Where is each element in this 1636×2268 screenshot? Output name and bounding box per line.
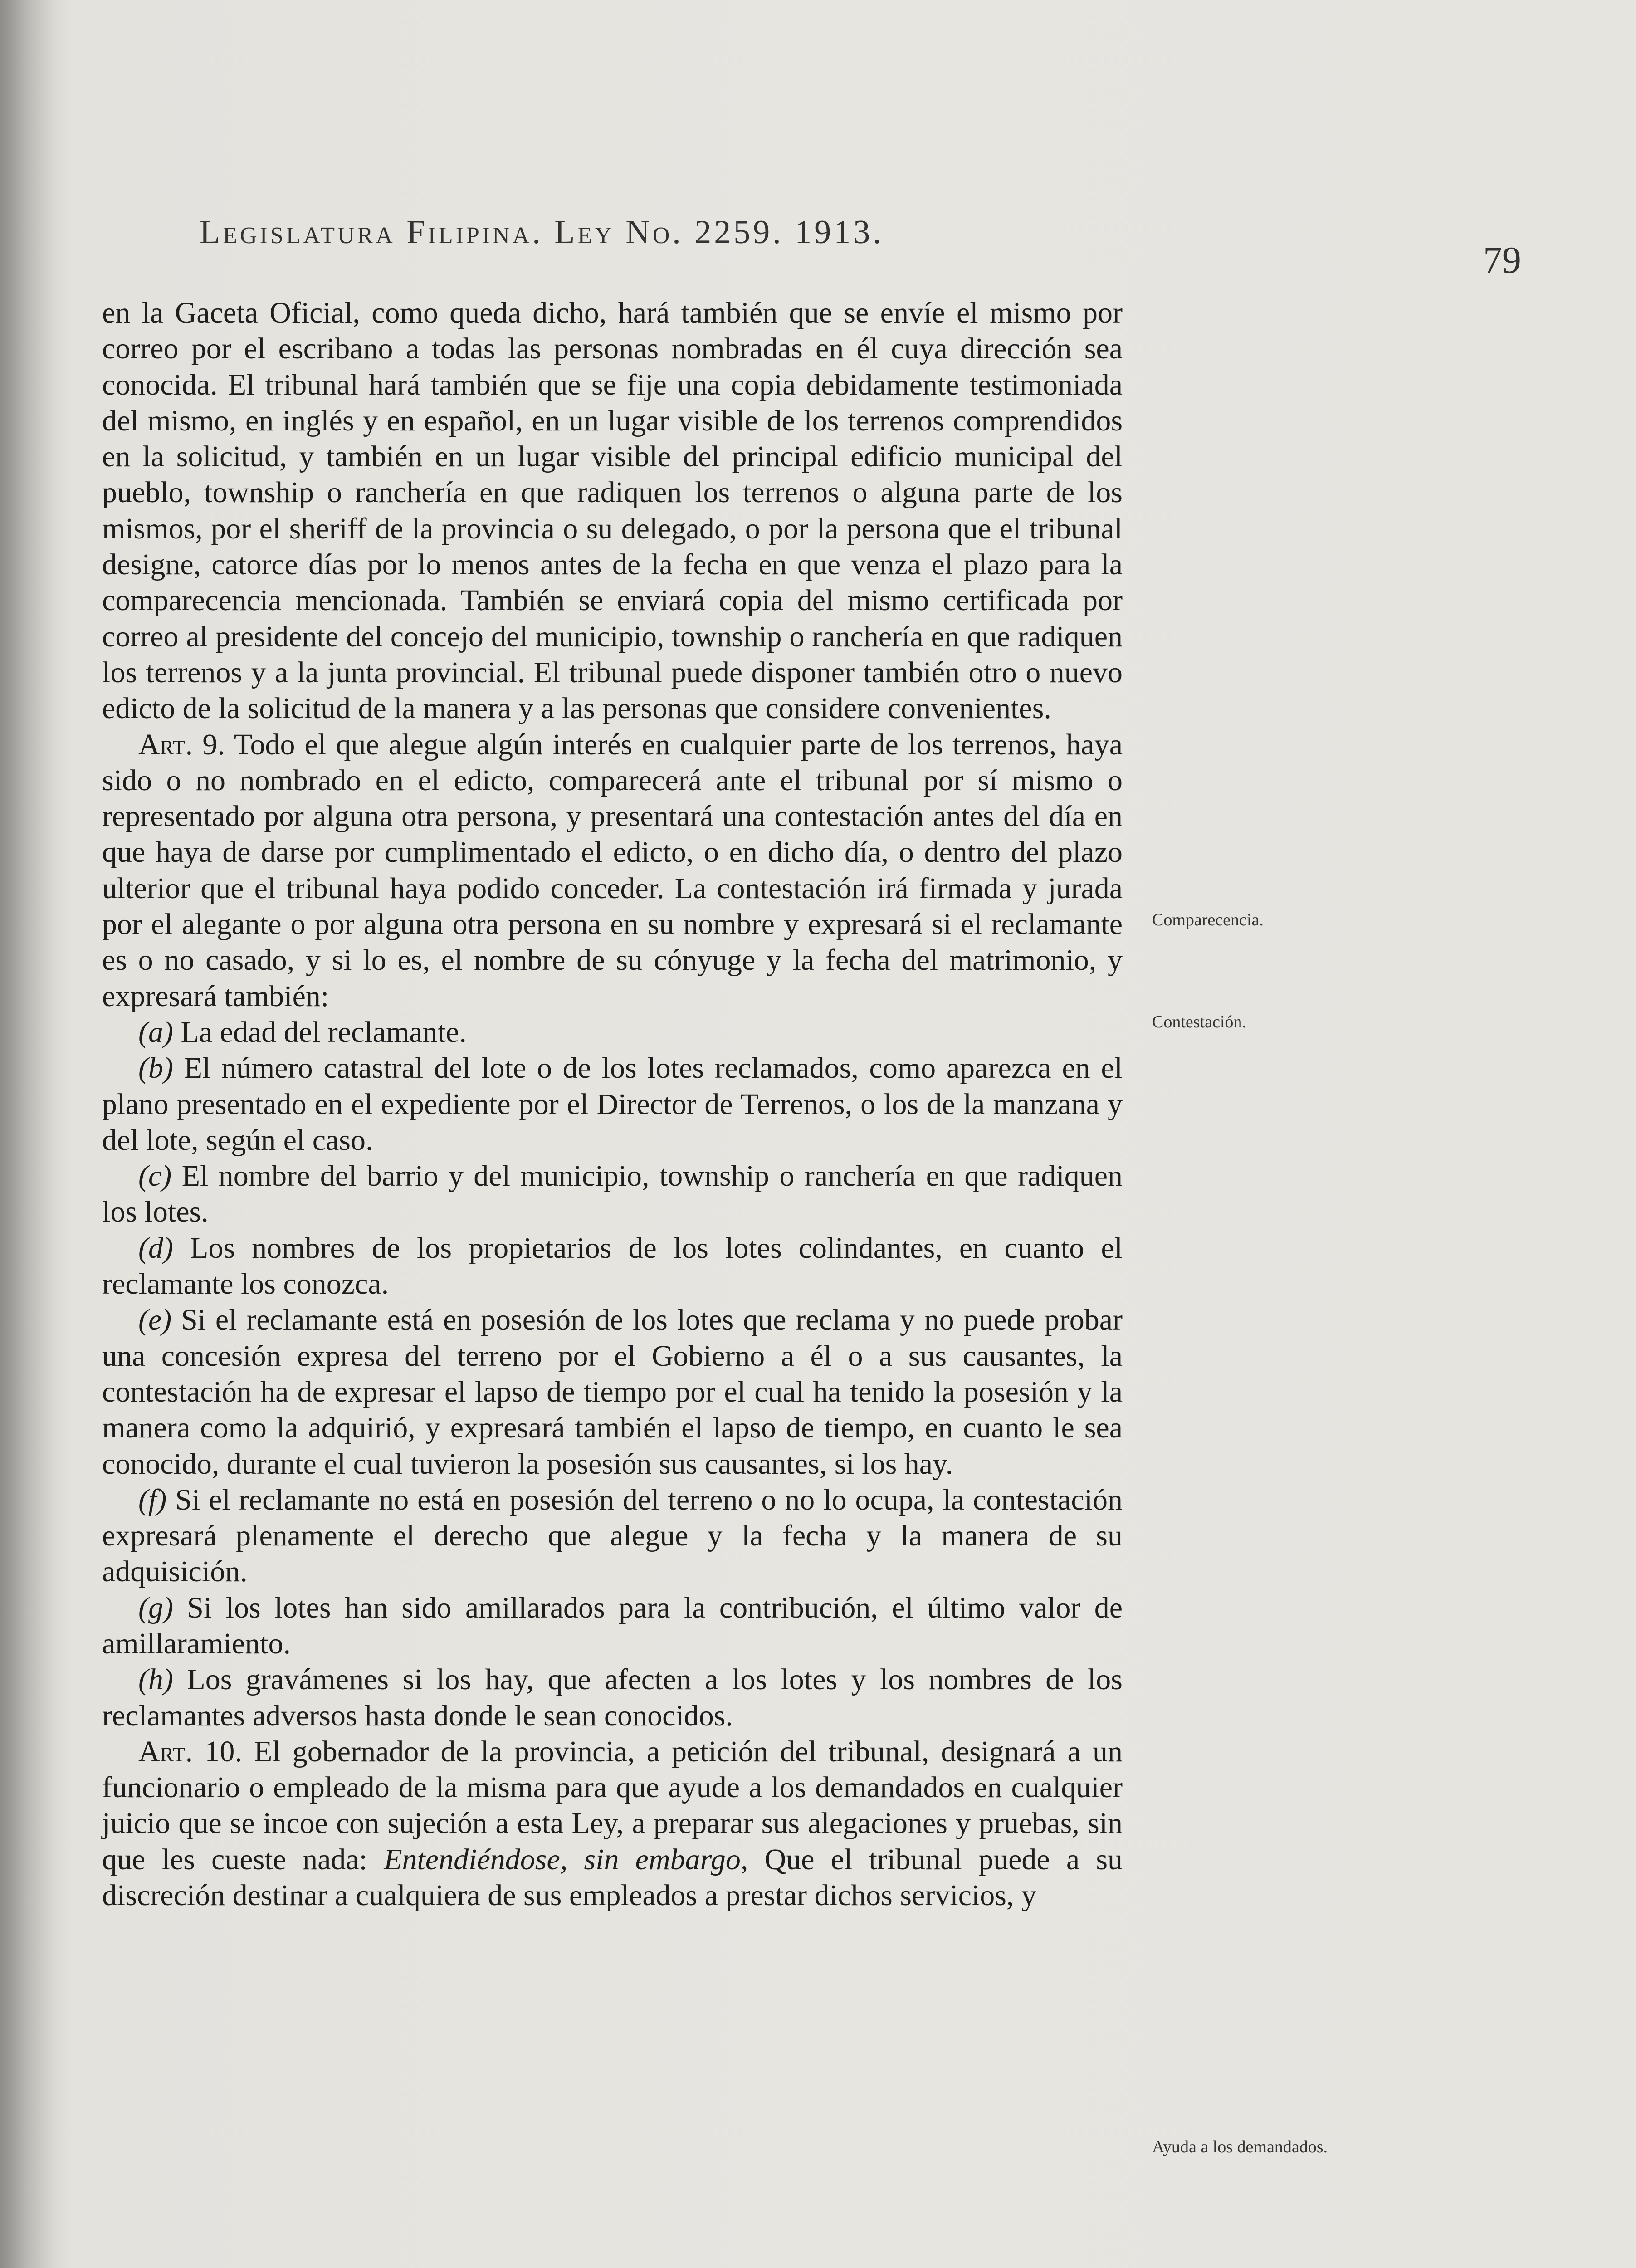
clause-text: Si el reclamante está en posesión de los lotes que reclama y no puede probar una concesión expresa del terreno por el Gobierno a él o a sus causantes, la contestación ha de expresar el lapso de tiempo por el cual ha tenido la posesión y la manera como la adquirió, y expresará también el lapso de tiempo, en cuanto le sea conocido, durante el cual tuvieron la posesión sus causantes, si los hay. bbox=[102, 1303, 1123, 1481]
paragraph-continued: en la Gaceta Oficial, como queda dicho, hará también que se envíe el mismo por correo por el escribano a todas las personas nombradas en él cuya dirección sea conocida. El tribunal hará también que se fije una copia debidamente testimoniada del mismo, en inglés y en español, en un lugar visible de los terrenos comprendidos en la solicitud, y también en un lugar visible del principal edificio municipal del pueblo, township o ranchería en que radiquen los terrenos o alguna parte de los mismos, por el sheriff de la provincia o su delegado, o por la persona que el tribunal designe, catorce días por lo menos antes de la fecha en que venza el plazo para la comparecencia mencionada. También se enviará copia del mismo certificada por correo al presidente del concejo del municipio, township o ranchería en que radiquen los terrenos y a la junta provincial. El tribunal puede disponer también otro o nuevo edicto de la solicitud de la manera y a las personas que considere convenientes. bbox=[102, 296, 1123, 725]
article-10-text-end: Que el tribunal puede a su discreción destinar a cualquiera de sus empleados a prestar dichos servicios, y bbox=[102, 1843, 1123, 1912]
clause-text: Si los lotes han sido amillarados para la contribución, el último valor de amillaramiento. bbox=[102, 1591, 1123, 1660]
clause-label: (b) bbox=[138, 1051, 173, 1085]
clause-label: (e) bbox=[138, 1303, 172, 1337]
clause-text: Los gravámenes si los hay, que afecten a los lotes y los nombres de los reclamantes adversos hasta donde le sean conocidos. bbox=[102, 1663, 1123, 1732]
clause-a bbox=[102, 1014, 1123, 1050]
clause-text: El nombre del barrio y del municipio, township o ranchería en que radiquen los lotes. bbox=[102, 1159, 1123, 1229]
binding-shadow bbox=[0, 0, 54, 2268]
clause-label: (a) bbox=[138, 1015, 173, 1049]
page-number: 79 bbox=[1483, 239, 1521, 281]
article-label: Art. 9. bbox=[138, 728, 225, 761]
clause-b bbox=[102, 1050, 1123, 1158]
clause-label: (g) bbox=[138, 1591, 173, 1624]
clause-text: Los nombres de los propietarios de los lotes colindantes, en cuanto el reclamante los conozca. bbox=[102, 1231, 1123, 1301]
clause-label: (d) bbox=[138, 1231, 173, 1265]
article-10-text: El gobernador de la provincia, a petición del tribunal, designará a un funcionario o empleado de la misma para que ayude a los demandados en cualquier juicio que se incoe con sujeción a esta Ley, a preparar sus alegaciones y pruebas, sin que les cueste nada: bbox=[102, 1735, 1123, 1876]
margin-note-comparecencia: Comparecencia. bbox=[1152, 910, 1264, 929]
clause-label: (c) bbox=[138, 1159, 172, 1193]
clause-c bbox=[102, 1158, 1123, 1230]
running-header: Legislatura Filipina. Ley No. 2259. 1913. bbox=[200, 214, 884, 251]
clause-text: El número catastral del lote o de los lotes reclamados, como aparezca en el plano presentado en el expediente por el Director de Terrenos, o los de la manzana y del lote, según el caso. bbox=[102, 1051, 1123, 1157]
margin-note-contestacion: Contestación. bbox=[1152, 1012, 1246, 1031]
margin-note-ayuda: Ayuda a los demandados. bbox=[1152, 2137, 1328, 2156]
article-9 bbox=[102, 727, 1123, 1014]
clause-h bbox=[102, 1662, 1123, 1734]
article-10 bbox=[102, 1734, 1123, 1913]
clause-label: (h) bbox=[138, 1663, 173, 1696]
article-10-italic: Entendiéndose, sin embargo, bbox=[384, 1843, 748, 1876]
clause-e bbox=[102, 1302, 1123, 1481]
clause-text: La edad del reclamante. bbox=[181, 1015, 467, 1049]
article-label: Art. 10. bbox=[138, 1735, 242, 1768]
clause-text: Si el reclamante no está en posesión del terreno o no lo ocupa, la contestación expresará plenamente el derecho que alegue y la fecha y la manera de su adquisición. bbox=[102, 1483, 1123, 1589]
clause-f bbox=[102, 1482, 1123, 1590]
clause-label: (f) bbox=[138, 1483, 167, 1516]
article-9-text: Todo el que alegue algún interés en cualquier parte de los terrenos, haya sido o no nombrado en el edicto, comparecerá ante el tribunal por sí mismo o representado por alguna otra persona, y presentará una contestación antes del día en que haya de darse por cumplimentado el edicto, o en dicho día, o dentro del plazo ulterior que el tribunal haya podido conceder. La contestación irá firmada y jurada por el alegante o por alguna otra persona en su nombre y expresará si el reclamante es o no casado, y si lo es, el nombre de su cónyuge y la fecha del matrimonio, y expresará también: bbox=[102, 728, 1123, 1013]
clause-d bbox=[102, 1230, 1123, 1302]
body-text bbox=[102, 295, 1123, 1913]
clause-g bbox=[102, 1590, 1123, 1662]
